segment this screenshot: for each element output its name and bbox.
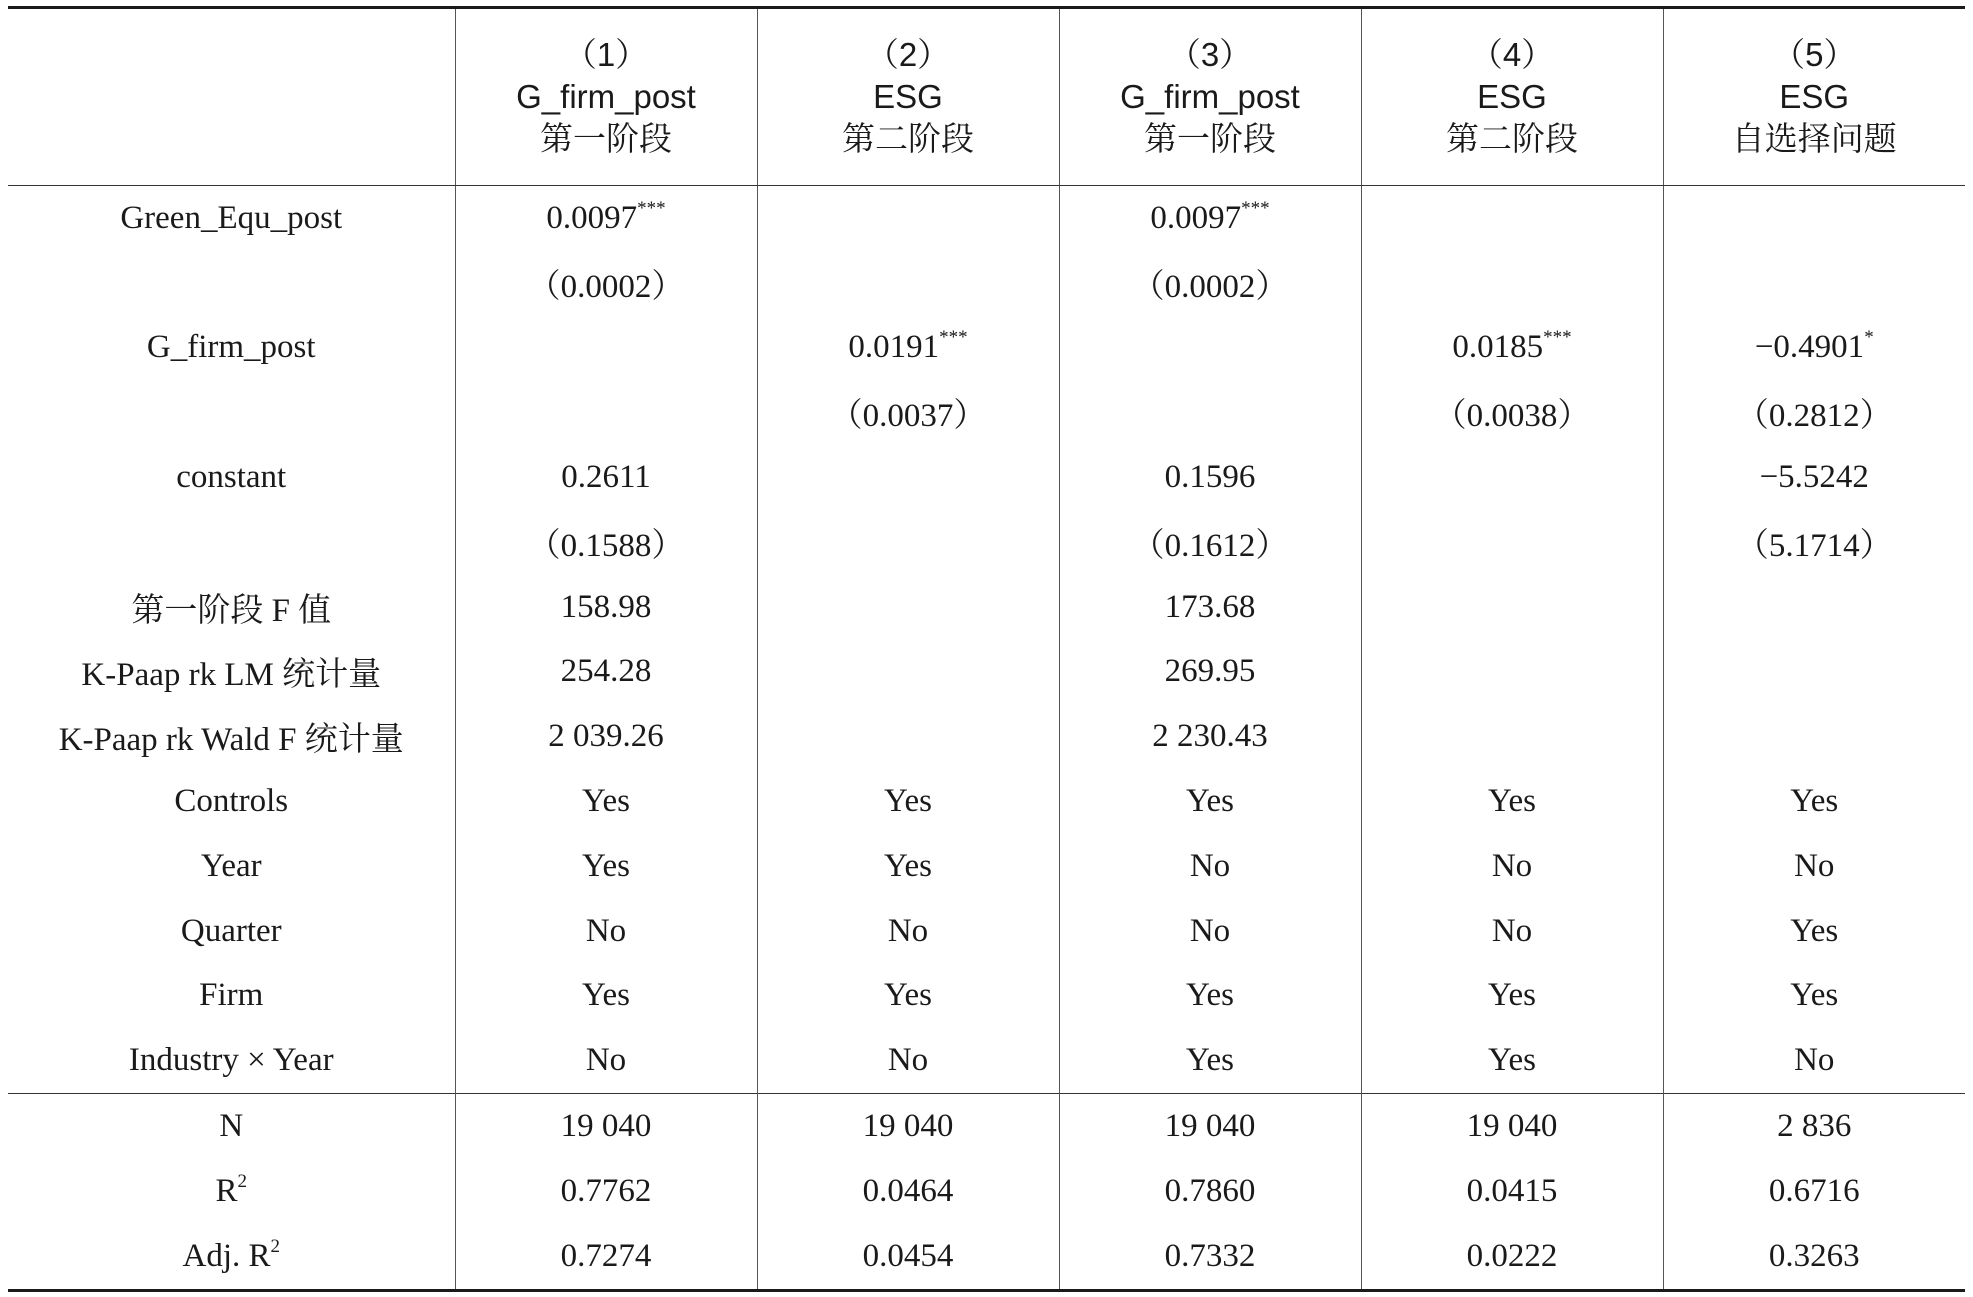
- header-var: G_firm_post: [1120, 78, 1300, 115]
- table-cell: [1059, 1094, 1361, 1159]
- cell-value: No: [887, 1042, 929, 1079]
- row-label: [8, 445, 455, 510]
- cell-value: 254.28: [560, 653, 652, 690]
- table-cell: [1361, 899, 1663, 964]
- significance-stars: ***: [1241, 197, 1270, 219]
- table-row: [8, 834, 1965, 899]
- table-row: [8, 186, 1965, 251]
- cell-value: 0.2611: [561, 459, 651, 496]
- table-cell: [455, 640, 757, 705]
- cell-value: 0.1596: [1164, 459, 1256, 496]
- table-cell: [757, 445, 1059, 510]
- cell-value: Yes: [883, 977, 933, 1014]
- table-cell: [1059, 316, 1361, 381]
- column-header-5: [1663, 8, 1965, 186]
- table-cell: [1663, 964, 1965, 1029]
- table-cell: [1663, 1028, 1965, 1093]
- table-cell: [1059, 575, 1361, 640]
- cell-value: （0.2812）: [1735, 398, 1893, 435]
- cell-value: 0.3263: [1768, 1237, 1860, 1274]
- cell-value: （0.1612）: [1131, 527, 1289, 564]
- header-var: G_firm_post: [516, 78, 696, 115]
- cell-value: Yes: [581, 977, 631, 1014]
- header-var: ESG: [1779, 78, 1850, 115]
- cell-value: Yes: [1790, 783, 1839, 820]
- cell-value: 0.0191: [848, 329, 940, 366]
- row-label-text: Year: [200, 847, 262, 884]
- table-row: [8, 1224, 1965, 1290]
- table-cell: [1059, 1224, 1361, 1290]
- cell-value: No: [1491, 847, 1533, 884]
- header-stage: 第一阶段: [540, 120, 672, 157]
- table-cell: [455, 251, 757, 316]
- table-cell: [757, 964, 1059, 1029]
- table-row: [8, 251, 1965, 316]
- table-cell: [455, 899, 757, 964]
- header-num: （5）: [1772, 36, 1857, 73]
- header-num: （3）: [1167, 36, 1253, 73]
- column-header-4: [1361, 8, 1663, 186]
- row-label: [8, 251, 455, 316]
- cell-value: 0.0415: [1466, 1172, 1558, 1209]
- cell-value: 2 039.26: [548, 718, 664, 755]
- table-cell: [1361, 445, 1663, 510]
- table-cell: [757, 1094, 1059, 1159]
- table-cell: [757, 769, 1059, 834]
- table-row: [8, 1159, 1965, 1224]
- cell-value: （0.1588）: [527, 527, 685, 564]
- table-cell: [455, 964, 757, 1029]
- table-cell: [1361, 251, 1663, 316]
- cell-value: −0.4901: [1754, 329, 1865, 366]
- cell-value: （0.0002）: [1131, 268, 1289, 305]
- table-row: [8, 575, 1965, 640]
- row-label-text: 第一阶段 F 值: [131, 592, 332, 629]
- cell-value: （0.0037）: [829, 398, 987, 435]
- table-cell: [455, 186, 757, 251]
- cell-value: No: [887, 912, 929, 949]
- table-cell: [1059, 769, 1361, 834]
- table-cell: [1361, 575, 1663, 640]
- table-cell: [1361, 964, 1663, 1029]
- row-label: [8, 1094, 455, 1159]
- table-row: [8, 445, 1965, 510]
- cell-value: Yes: [883, 783, 933, 820]
- cell-value: Yes: [1185, 1042, 1235, 1079]
- table-cell: [757, 834, 1059, 899]
- cell-value: No: [1491, 912, 1533, 949]
- header-stage: 第二阶段: [842, 120, 974, 157]
- cell-value: Yes: [1487, 977, 1537, 1014]
- cell-value: 19 040: [1164, 1108, 1256, 1145]
- header-var: ESG: [873, 78, 943, 115]
- row-label-text: Adj. R: [182, 1237, 271, 1274]
- table-cell: [757, 186, 1059, 251]
- row-label: [8, 899, 455, 964]
- table-cell: [1059, 834, 1361, 899]
- table-cell: [455, 834, 757, 899]
- row-label: [8, 380, 455, 445]
- table-cell: [1663, 769, 1965, 834]
- cell-value: 0.0222: [1466, 1237, 1558, 1274]
- table-cell: [1663, 704, 1965, 769]
- table-cell: [455, 704, 757, 769]
- table-cell: [1663, 640, 1965, 705]
- table-row: [8, 899, 1965, 964]
- table-cell: [1059, 964, 1361, 1029]
- table-cell: [1059, 640, 1361, 705]
- table-cell: [1361, 834, 1663, 899]
- table-cell: [1059, 445, 1361, 510]
- table-cell: [1663, 316, 1965, 381]
- cell-value: 0.7860: [1164, 1172, 1256, 1209]
- table-cell: [757, 640, 1059, 705]
- table-row: [8, 380, 1965, 445]
- table-cell: [757, 510, 1059, 575]
- table-cell: [757, 899, 1059, 964]
- table-cell: [1361, 704, 1663, 769]
- cell-value: （0.0002）: [527, 268, 685, 305]
- cell-value: No: [1794, 1042, 1835, 1079]
- cell-value: 19 040: [560, 1108, 652, 1145]
- table-cell: [757, 704, 1059, 769]
- table-cell: [1361, 769, 1663, 834]
- table-row: [8, 640, 1965, 705]
- cell-value: （0.0038）: [1433, 398, 1591, 435]
- table-cell: [455, 380, 757, 445]
- table-cell: [757, 575, 1059, 640]
- cell-value: Yes: [1487, 783, 1537, 820]
- table-cell: [1663, 445, 1965, 510]
- row-label: [8, 704, 455, 769]
- table-cell: [1663, 1094, 1965, 1159]
- table-cell: [1663, 1159, 1965, 1224]
- table-cell: [757, 1224, 1059, 1290]
- cell-value: 0.7274: [560, 1237, 652, 1274]
- row-label-text: K-Paap rk Wald F 统计量: [58, 722, 404, 759]
- table-cell: [1663, 899, 1965, 964]
- row-label-text: Controls: [174, 783, 289, 820]
- table-cell: [1663, 186, 1965, 251]
- significance-stars: ***: [1543, 327, 1572, 349]
- row-label-text: G_firm_post: [146, 329, 316, 366]
- table-row: [8, 510, 1965, 575]
- header-num: （1）: [563, 36, 649, 73]
- cell-value: Yes: [1790, 912, 1839, 949]
- cell-value: No: [1189, 912, 1231, 949]
- cell-value: 173.68: [1164, 588, 1256, 625]
- row-label-text: N: [219, 1108, 244, 1145]
- header-var: ESG: [1477, 78, 1547, 115]
- row-label-superscript: 2: [237, 1170, 247, 1192]
- row-label-text: Industry × Year: [128, 1042, 334, 1079]
- table-row: [8, 316, 1965, 381]
- row-label-text: constant: [176, 459, 287, 496]
- cell-value: 0.7332: [1164, 1237, 1256, 1274]
- row-label-superscript: 2: [270, 1235, 280, 1257]
- table-cell: [1663, 510, 1965, 575]
- header-stage: 自选择问题: [1731, 120, 1897, 157]
- header-corner: [8, 8, 455, 186]
- cell-value: No: [1794, 847, 1835, 884]
- cell-value: −5.5242: [1759, 459, 1869, 496]
- table-cell: [1361, 510, 1663, 575]
- cell-value: 269.95: [1164, 653, 1256, 690]
- table-cell: [455, 1094, 757, 1159]
- row-label: [8, 1028, 455, 1093]
- header-stage: 第二阶段: [1446, 120, 1578, 157]
- table-cell: [1361, 640, 1663, 705]
- cell-value: Yes: [883, 847, 933, 884]
- table-cell: [1059, 704, 1361, 769]
- table-row: [8, 964, 1965, 1029]
- table-cell: [1663, 380, 1965, 445]
- cell-value: 0.0454: [862, 1237, 954, 1274]
- row-label-text: Quarter: [180, 912, 282, 949]
- cell-value: 0.6716: [1768, 1172, 1860, 1209]
- cell-value: 2 836: [1777, 1108, 1852, 1145]
- cell-value: 19 040: [1466, 1108, 1558, 1145]
- table-cell: [1361, 1159, 1663, 1224]
- cell-value: 158.98: [560, 588, 652, 625]
- table-cell: [1361, 1028, 1663, 1093]
- table-cell: [1361, 1224, 1663, 1290]
- table-body: [8, 186, 1965, 1291]
- table-cell: [1059, 510, 1361, 575]
- column-header-2: [757, 8, 1059, 186]
- table-cell: [1059, 380, 1361, 445]
- table-cell: [1663, 575, 1965, 640]
- row-label: [8, 510, 455, 575]
- significance-stars: ***: [939, 327, 968, 349]
- table-cell: [455, 510, 757, 575]
- cell-value: Yes: [581, 783, 631, 820]
- table-cell: [1059, 186, 1361, 251]
- significance-stars: *: [1864, 327, 1874, 349]
- table-cell: [455, 769, 757, 834]
- cell-value: 2 230.43: [1152, 718, 1268, 755]
- cell-value: Yes: [1487, 1042, 1537, 1079]
- cell-value: 0.7762: [560, 1172, 652, 1209]
- table-row: [8, 769, 1965, 834]
- cell-value: No: [1189, 847, 1231, 884]
- table-cell: [757, 1159, 1059, 1224]
- table-cell: [757, 251, 1059, 316]
- table-cell: [455, 445, 757, 510]
- cell-value: 0.0097: [1150, 199, 1242, 236]
- header-num: （4）: [1469, 36, 1555, 73]
- row-label-text: K-Paap rk LM 统计量: [81, 657, 382, 694]
- row-label: [8, 640, 455, 705]
- header-num: （2）: [865, 36, 951, 73]
- header-stage: 第一阶段: [1144, 120, 1276, 157]
- table-cell: [1361, 186, 1663, 251]
- row-label-text: R: [215, 1172, 238, 1209]
- row-label: [8, 1159, 455, 1224]
- cell-value: （5.1714）: [1735, 527, 1893, 564]
- table-row: [8, 1094, 1965, 1159]
- regression-table: [8, 6, 1965, 1292]
- table-row: [8, 704, 1965, 769]
- cell-value: No: [585, 912, 627, 949]
- table-cell: [455, 1224, 757, 1290]
- table-cell: [1059, 251, 1361, 316]
- table-cell: [455, 1028, 757, 1093]
- row-label: [8, 1224, 455, 1290]
- table-cell: [1663, 834, 1965, 899]
- table-cell: [1361, 1094, 1663, 1159]
- column-header-1: [455, 8, 757, 186]
- cell-value: Yes: [1185, 783, 1235, 820]
- table-cell: [1663, 251, 1965, 316]
- table-cell: [1361, 380, 1663, 445]
- table-cell: [1361, 316, 1663, 381]
- column-header-3: [1059, 8, 1361, 186]
- significance-stars: ***: [637, 197, 666, 219]
- row-label: [8, 316, 455, 381]
- table-cell: [455, 1159, 757, 1224]
- table-cell: [1059, 1028, 1361, 1093]
- table-cell: [1059, 899, 1361, 964]
- cell-value: Yes: [581, 847, 631, 884]
- row-label-text: Firm: [199, 977, 264, 1014]
- row-label: [8, 186, 455, 251]
- header-row: [8, 8, 1965, 186]
- cell-value: 19 040: [862, 1108, 954, 1145]
- table-cell: [757, 316, 1059, 381]
- cell-value: 0.0464: [862, 1172, 954, 1209]
- cell-value: 0.0185: [1452, 329, 1544, 366]
- row-label: [8, 834, 455, 899]
- row-label: [8, 575, 455, 640]
- table-cell: [757, 1028, 1059, 1093]
- table-cell: [757, 380, 1059, 445]
- row-label: [8, 769, 455, 834]
- cell-value: No: [585, 1042, 627, 1079]
- cell-value: Yes: [1185, 977, 1235, 1014]
- table-cell: [455, 316, 757, 381]
- table-row: [8, 1028, 1965, 1093]
- table-cell: [455, 575, 757, 640]
- cell-value: Yes: [1790, 977, 1839, 1014]
- table-cell: [1663, 1224, 1965, 1290]
- row-label: [8, 964, 455, 1029]
- table-cell: [1059, 1159, 1361, 1224]
- cell-value: 0.0097: [546, 199, 638, 236]
- row-label-text: Green_Equ_post: [120, 199, 343, 236]
